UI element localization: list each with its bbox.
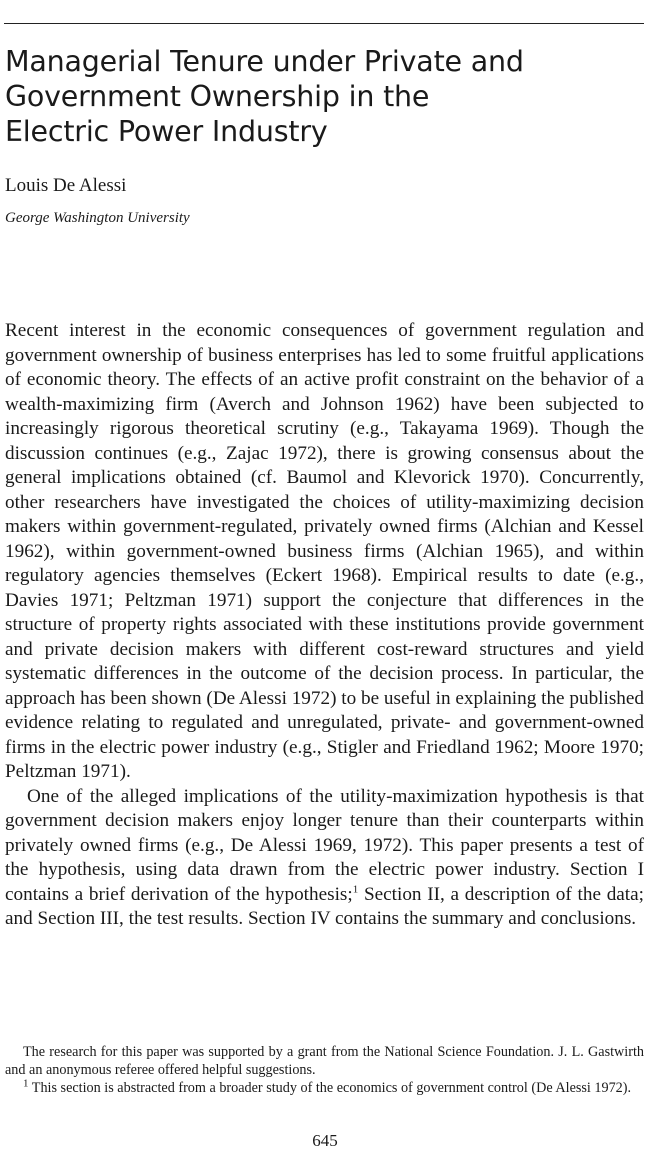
author-affiliation: George Washington University — [5, 210, 190, 226]
body-paragraph — [5, 785, 644, 932]
footnote-text: This section is abstracted from a broader study of the economics of government control (De Alessi 1972). — [28, 1080, 632, 1096]
footnote-acknowledgment: The research for this paper was supported by a grant from the National Science Foundation. J. L. Gastwirth and an anonymous referee offered helpful suggestions. — [5, 1044, 644, 1078]
paragraph-text: Section II, a description of the data; and Section III, the test results. Section IV contains the summary and conclusions. — [5, 883, 644, 929]
article-title — [5, 44, 625, 149]
title-line: Electric Power Industry — [5, 115, 328, 148]
article-body — [5, 319, 644, 932]
title-line: Managerial Tenure under Private and — [5, 45, 524, 78]
page-number: 645 — [312, 1131, 338, 1150]
body-paragraph: Recent interest in the economic consequences of government regulation and government ownership of business enterprises has led to some fruitful applications of economic theory. The effects of an active profit constraint on the behavior of a wealth-maximizing firm (Averch and Johnson 1962) have been subjected to increasingly rigorous theoretical scrutiny (e.g., Takayama 1969). Though the discussion continues (e.g., Zajac 1972), there is growing consensus about the general implications obtained (cf. Baumol and Klevorick 1970). Concurrently, other researchers have investigated the choices of utility-maximizing decision makers within government-regulated, privately owned firms (Alchian and Kessel 1962), within government-owned business firms (Alchian 1965), and within regulatory agencies themselves (Eckert 1968). Empirical results to date (e.g., Davies 1971; Peltzman 1971) support the conjecture that differences in the structure of property rights associated with these institutions provide government and private decision makers with different cost-reward structures and yield systematic differences in the outcome of the decision process. In particular, the approach has been shown (De Alessi 1972) to be useful in explaining the published evidence relating to regulated and unregulated, private- and government-owned firms in the electric power industry (e.g., Stigler and Friedland 1962; Moore 1970; Peltzman 1971). — [5, 320, 644, 782]
title-line: Government Ownership in the — [5, 80, 430, 113]
footnote-1 — [5, 1079, 644, 1097]
author-name: Louis De Alessi — [5, 175, 127, 196]
paragraph-text: One of the alleged implications of the utility-maximization hypothesis is that government decision makers enjoy longer tenure than their counterparts within privately owned firms (e.g., De Alessi 1969, 1972). This paper presents a test of the hypothesis, using data drawn from the electric power industry. Section I contains a brief derivation of the hypothesis; — [5, 785, 644, 905]
footnotes — [5, 1043, 644, 1097]
footnote-reference[interactable]: 1 — [352, 883, 359, 896]
header-rule — [4, 23, 644, 24]
footnote-marker: 1 — [23, 1077, 29, 1090]
